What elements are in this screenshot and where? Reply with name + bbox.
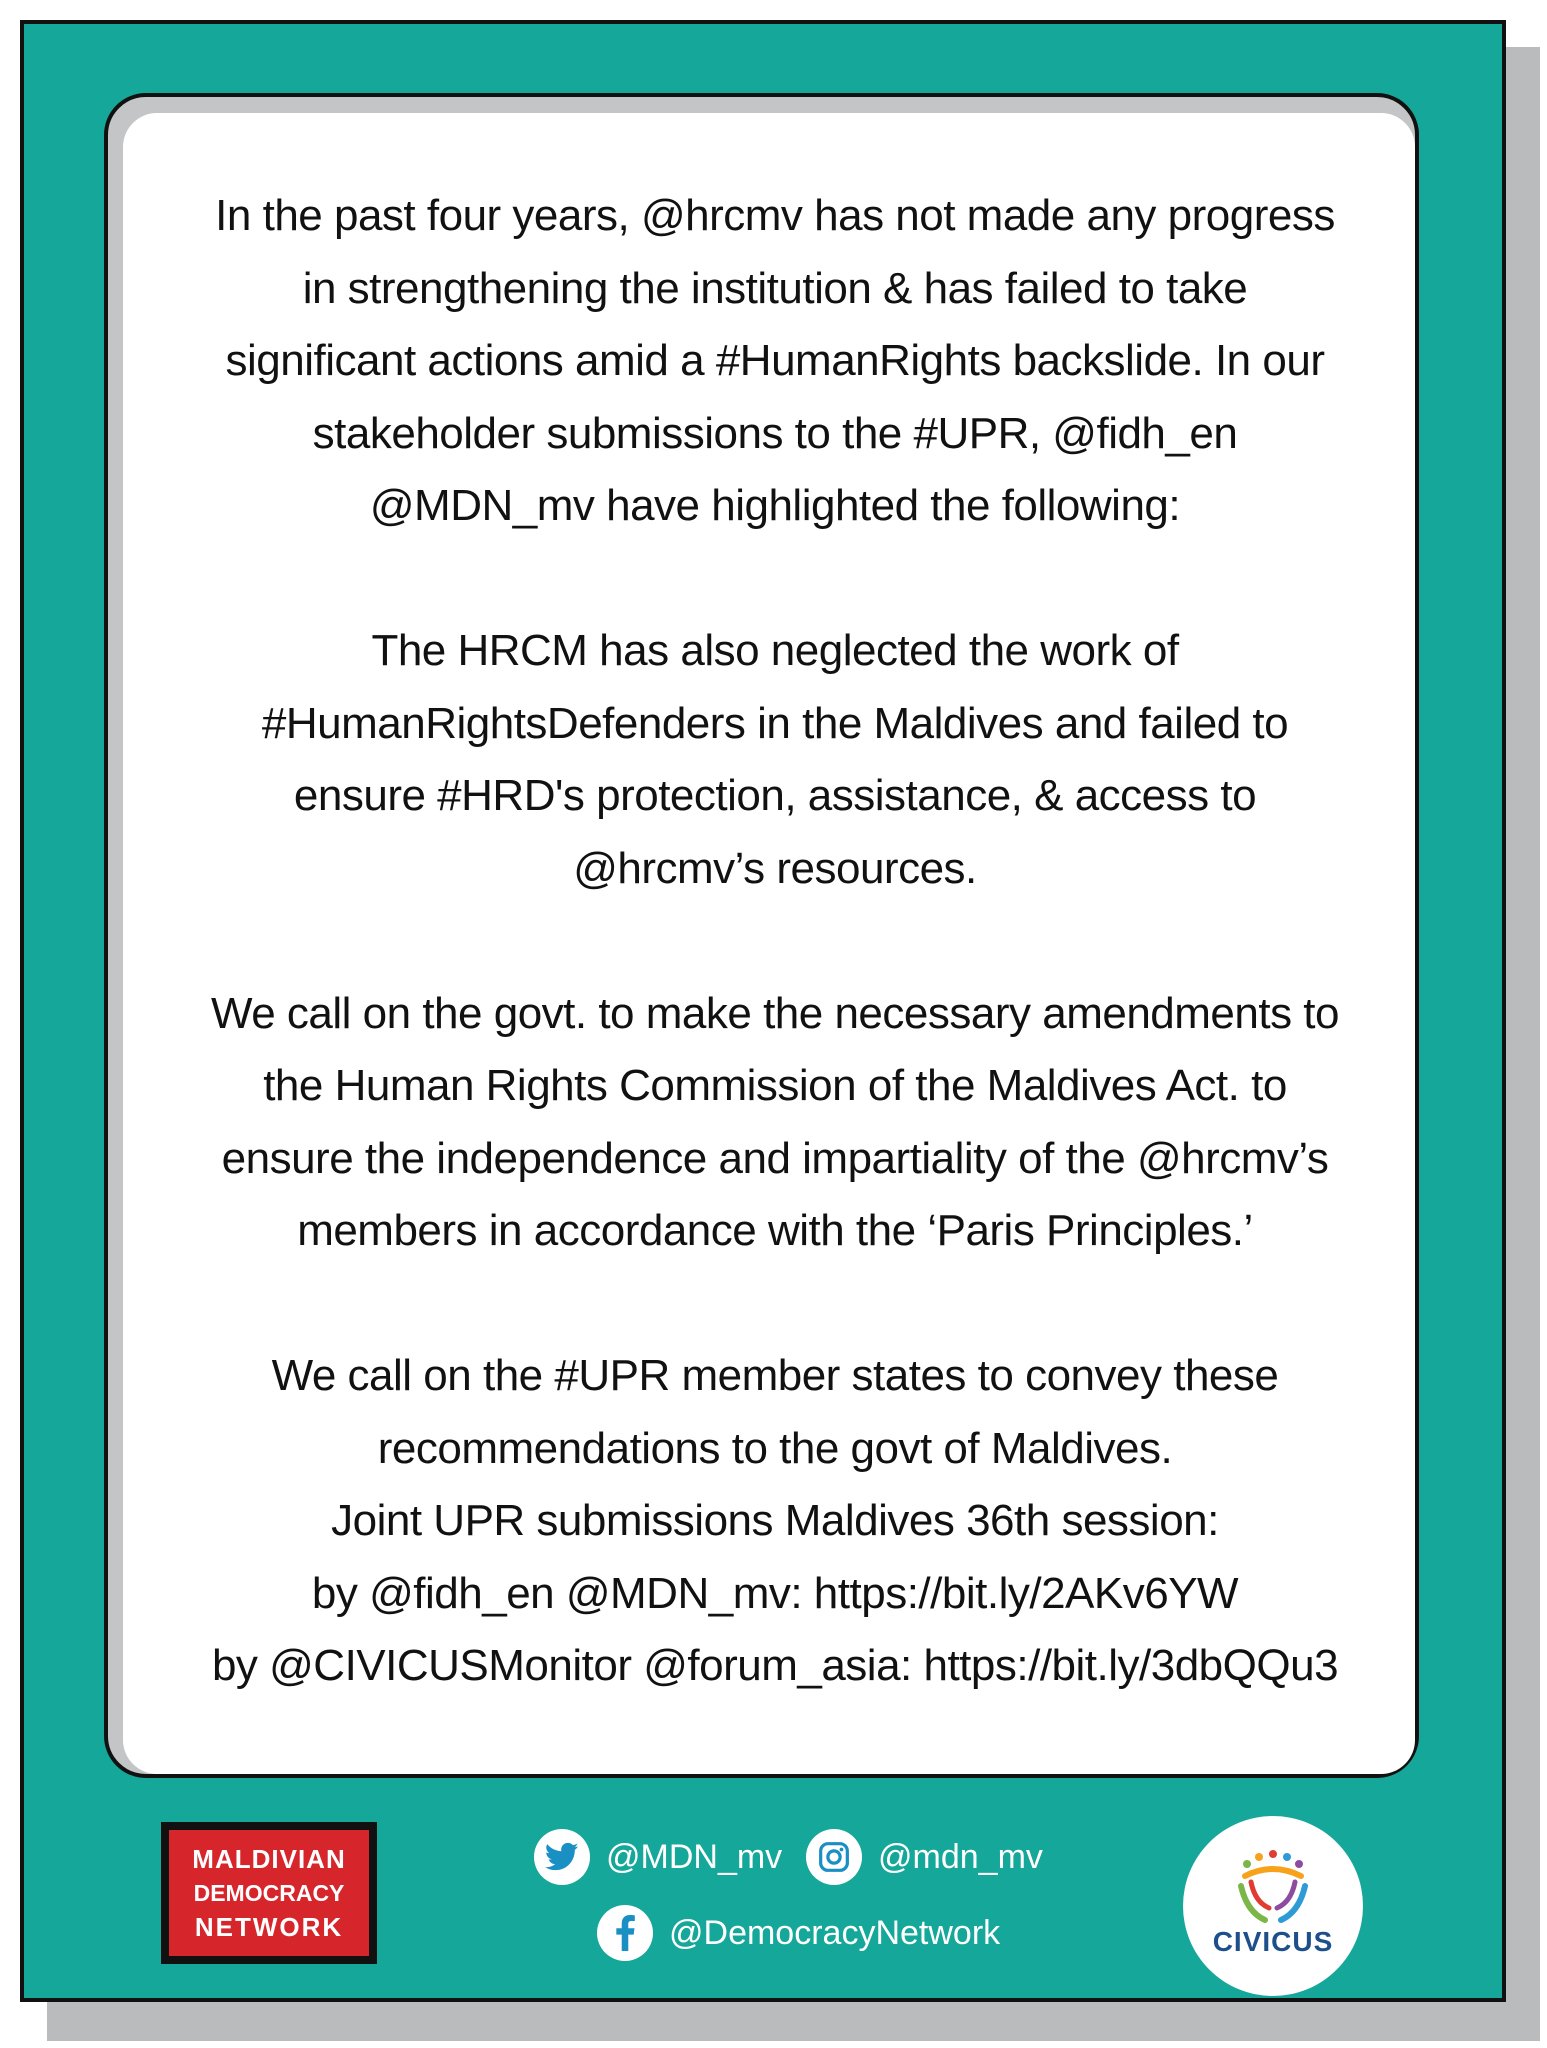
facebook-icon	[597, 1905, 653, 1961]
twitter-handle	[534, 1829, 782, 1885]
text-line: members in accordance with the ‘Paris Principles.’	[297, 1206, 1253, 1255]
civicus-emblem-icon	[1183, 1816, 1363, 1996]
text-line: We call on the #UPR member states to convey these	[271, 1351, 1279, 1400]
instagram-icon	[806, 1829, 862, 1885]
link-line: by @CIVICUSMonitor @forum_asia: https://bit.ly/3dbQQu3	[211, 1641, 1339, 1690]
text-line: @hrcmv’s resources.	[573, 843, 977, 893]
mdn-logo-line: MALDIVIAN	[192, 1844, 346, 1874]
text-line: stakeholder submissions to the #UPR, @fidh_en	[312, 408, 1238, 458]
mdn-logo-line: DEMOCRACY	[193, 1880, 345, 1906]
text-line: ensure the independence and impartiality of the @hrcmv’s	[221, 1133, 1329, 1183]
instagram-handle-text: @mdn_mv	[878, 1837, 1043, 1876]
twitter-icon	[534, 1829, 590, 1885]
text-line: Joint UPR submissions Maldives 36th session:	[331, 1496, 1219, 1545]
civicus-logo	[1183, 1816, 1363, 1996]
mdn-logo-line: NETWORK	[194, 1912, 344, 1942]
text-line: The HRCM has also neglected the work of	[371, 626, 1179, 675]
civicus-wordmark: CIVICUS	[1212, 1926, 1334, 1957]
paragraph-upr-call	[180, 1340, 1370, 1703]
text-line: @MDN_mv have highlighted the following:	[369, 481, 1181, 530]
text-line: We call on the govt. to make the necessary amendments to	[210, 988, 1339, 1038]
text-line: #HumanRightsDefenders in the Maldives and failed to	[261, 698, 1289, 748]
text-line: In the past four years, @hrcmv has not made any progress	[215, 191, 1335, 240]
text-line: the Human Rights Commission of the Maldives Act. to	[263, 1061, 1287, 1110]
text-line: ensure #HRD's protection, assistance, & access to	[293, 771, 1257, 820]
paragraph-intro	[180, 180, 1370, 543]
text-line: significant actions amid a #HumanRights backslide. In our	[225, 336, 1325, 385]
instagram-handle	[806, 1829, 1043, 1885]
mdn-logo	[161, 1822, 377, 1964]
text-line: recommendations to the govt of Maldives.	[377, 1423, 1173, 1473]
message-body	[180, 180, 1370, 1703]
facebook-handle-text: @DemocracyNetwork	[669, 1913, 1001, 1952]
text-line: in strengthening the institution & has failed to take	[302, 263, 1248, 313]
mdn-logo-inner	[169, 1830, 369, 1956]
link-line: by @fidh_en @MDN_mv: https://bit.ly/2AKv6YW	[311, 1568, 1239, 1618]
twitter-handle-text: @MDN_mv	[606, 1837, 783, 1876]
facebook-handle	[597, 1905, 1000, 1961]
paragraph-govt-call	[180, 978, 1370, 1268]
paragraph-hrd	[180, 615, 1370, 905]
